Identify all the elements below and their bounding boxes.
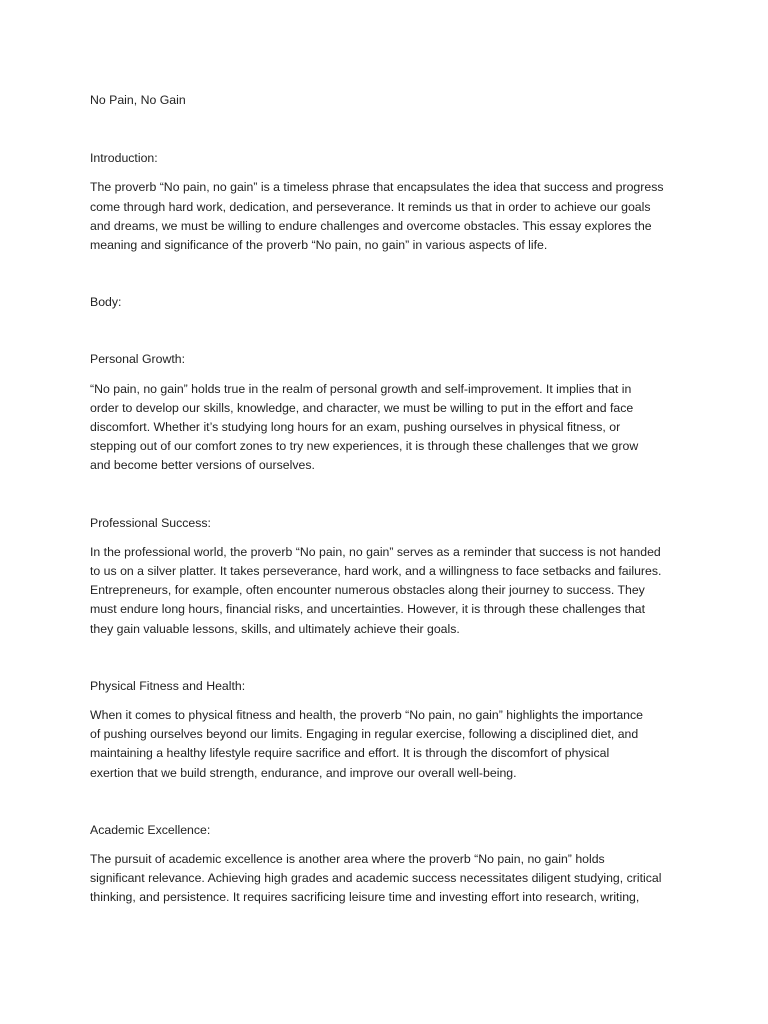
- physical-fitness-paragraph: [90, 706, 690, 783]
- paragraph-line: In the professional world, the proverb “No pain, no gain” serves as a reminder that success is not handed: [90, 544, 661, 559]
- paragraph-line: The pursuit of academic excellence is another area where the proverb “No pain, no gain” holds: [90, 852, 605, 867]
- document-title: No Pain, No Gain: [90, 93, 186, 107]
- paragraph-line: and become better versions of ourselves.: [90, 458, 315, 473]
- paragraph-line: to us on a silver platter. It takes perseverance, hard work, and a willingness to face setbacks and failures.: [90, 564, 662, 579]
- personal-growth-heading: Personal Growth:: [90, 352, 186, 367]
- paragraph-line: When it comes to physical fitness and health, the proverb “No pain, no gain” highlights the importance: [90, 708, 643, 723]
- paragraph-line: significant relevance. Achieving high grades and academic success necessitates diligent studying, critical: [90, 871, 662, 886]
- academic-excellence-heading: Academic Excellence:: [90, 822, 211, 837]
- intro-heading: Introduction:: [90, 151, 158, 166]
- paragraph-line: come through hard work, dedication, and perseverance. It reminds us that in order to achieve our goals: [90, 199, 651, 214]
- professional-success-paragraph: [90, 543, 690, 639]
- professional-success-heading: Professional Success:: [90, 515, 211, 530]
- paragraph-line: “No pain, no gain” holds true in the realm of personal growth and self-improvement. It implies that in: [90, 381, 632, 396]
- paragraph-line: they gain valuable lessons, skills, and ultimately achieve their goals.: [90, 621, 460, 636]
- paragraph-line: stepping out of our comfort zones to try new experiences, it is through these challenges that we grow: [90, 439, 639, 454]
- paragraph-line: of pushing ourselves beyond our limits. Engaging in regular exercise, following a disciplined diet, and: [90, 727, 639, 742]
- paragraph-line: The proverb “No pain, no gain” is a timeless phrase that encapsulates the idea that success and progress: [90, 180, 664, 195]
- paragraph-line: maintaining a healthy lifestyle require sacrifice and effort. It is through the discomfort of physical: [90, 746, 610, 761]
- paragraph-line: must endure long hours, financial risks, and uncertainties. However, it is through these challenges that: [90, 602, 646, 617]
- paragraph-line: discomfort. Whether it’s studying long hours for an exam, pushing ourselves in physical fitness, or: [90, 420, 621, 435]
- paragraph-line: order to develop our skills, knowledge, and character, we must be willing to put in the effort and face: [90, 400, 634, 415]
- paragraph-line: meaning and significance of the proverb “No pain, no gain” in various aspects of life.: [90, 238, 548, 253]
- document-page: [90, 91, 690, 908]
- paragraph-line: thinking, and persistence. It requires sacrificing leisure time and investing effort into research, writing,: [90, 890, 640, 905]
- paragraph-line: exertion that we build strength, endurance, and improve our overall well-being.: [90, 765, 517, 780]
- intro-paragraph: [90, 178, 690, 255]
- paragraph-line: Entrepreneurs, for example, often encounter numerous obstacles along their journey to success. They: [90, 583, 645, 598]
- academic-excellence-paragraph: [90, 850, 690, 908]
- physical-fitness-heading: Physical Fitness and Health:: [90, 678, 246, 693]
- paragraph-line: and dreams, we must be willing to endure challenges and overcome obstacles. This essay explores the: [90, 218, 652, 233]
- personal-growth-paragraph: [90, 380, 690, 476]
- body-heading: Body:: [90, 295, 122, 310]
